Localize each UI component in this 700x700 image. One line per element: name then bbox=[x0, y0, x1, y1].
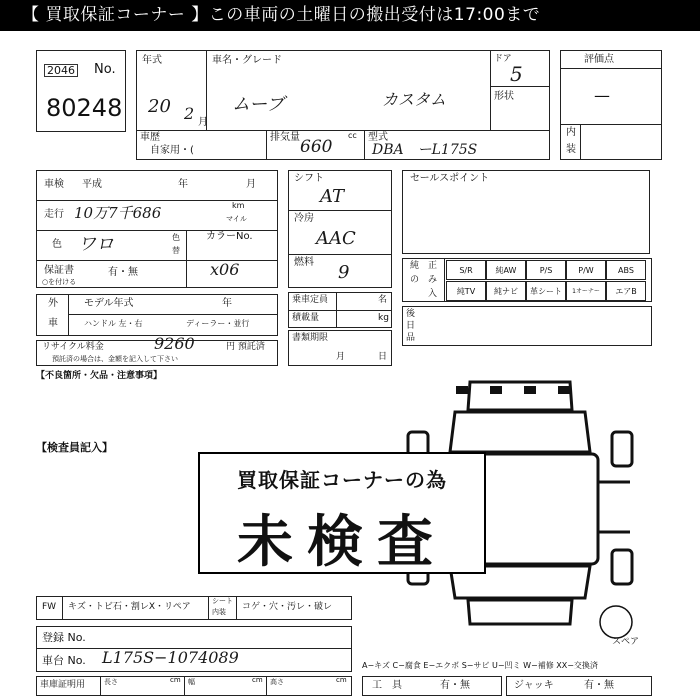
chassis-value: L175S−1074089 bbox=[102, 648, 239, 667]
equip-label-2: 正 bbox=[428, 261, 438, 271]
model-label: 型式 bbox=[368, 132, 388, 143]
seat-label-2: 内装 bbox=[212, 608, 226, 616]
rating-label: 評価点 bbox=[584, 54, 614, 65]
seat-desc: コゲ・穴・汚レ・破レ bbox=[242, 602, 333, 612]
doc-month-unit: 月 bbox=[336, 352, 346, 362]
shape-label: 形状 bbox=[494, 91, 514, 102]
recycle-label: リサイクル料金 bbox=[42, 342, 104, 352]
mile-unit: マイル bbox=[226, 215, 247, 223]
color-no-value: x06 bbox=[210, 260, 240, 279]
retrofit-label-2: 日 bbox=[406, 321, 416, 331]
header-banner: 【 買取保証コーナー 】この車両の土曜日の搬出受付は17:00まで bbox=[0, 0, 700, 31]
equipment-cell: エアB bbox=[606, 281, 646, 301]
warranty-options: 有・無 bbox=[108, 267, 138, 278]
history-value: 自家用・( bbox=[150, 145, 194, 156]
equipment-cell: 純TV bbox=[446, 281, 486, 301]
interior-label-1: 内 bbox=[566, 127, 576, 138]
recycle-unit: 円 預託済 bbox=[226, 342, 265, 352]
lot-no-label: No. bbox=[94, 62, 116, 77]
color-value: ワロ bbox=[78, 234, 114, 255]
month-value: 2 bbox=[184, 104, 195, 123]
mileage-value: 10万7千686 bbox=[74, 204, 162, 222]
jack-options: 有・無 bbox=[584, 680, 614, 691]
displacement-label: 排気量 bbox=[270, 132, 300, 143]
aircon-value: AAC bbox=[316, 228, 356, 249]
doc-day-unit: 日 bbox=[378, 352, 388, 362]
model-value: DBA ーL175S bbox=[372, 142, 478, 158]
capacity-unit: 名 bbox=[378, 295, 388, 305]
equip-label-5: 入 bbox=[428, 289, 438, 299]
registration-label: 登録 No. bbox=[42, 631, 86, 644]
model-year-label: モデル年式 bbox=[84, 298, 134, 309]
grade-value: カスタム bbox=[382, 90, 447, 109]
inspector-label: 【検査員記入】 bbox=[36, 441, 113, 454]
shift-value: AT bbox=[320, 186, 345, 207]
color-label: 色 bbox=[52, 239, 62, 250]
equipment-cell: 1オーナー bbox=[566, 281, 606, 301]
equipment-cell: 純AW bbox=[486, 260, 526, 280]
equipment-cell: 純ナビ bbox=[486, 281, 526, 301]
color-change-1: 色 bbox=[172, 233, 180, 242]
chassis-label: 車台 No. bbox=[42, 654, 86, 667]
equip-label-4: み bbox=[428, 275, 438, 285]
cc-unit: cc bbox=[348, 131, 357, 140]
retrofit-label-1: 後 bbox=[406, 309, 416, 319]
doc-period-label: 書類期限 bbox=[292, 333, 329, 343]
stamp-subtitle: 買取保証コーナーの為 bbox=[237, 468, 447, 492]
defects-label: 【不良箇所・欠品・注意事項】 bbox=[36, 371, 163, 381]
shaken-label: 車検 bbox=[44, 179, 64, 190]
rating-value: — bbox=[594, 86, 610, 105]
retrofit-label-3: 品 bbox=[406, 333, 416, 343]
warranty-sub: ○を付ける bbox=[42, 278, 77, 286]
lot-tag: 2046 bbox=[44, 64, 78, 77]
year-label: 年式 bbox=[142, 55, 162, 66]
foreign-label-2: 車 bbox=[48, 318, 58, 329]
fw-label: FW bbox=[42, 602, 57, 612]
cert-length: 長さ bbox=[104, 678, 118, 686]
door-label: ドア bbox=[494, 54, 512, 64]
equip-label-1: 純 bbox=[410, 261, 420, 271]
mileage-label: 走行 bbox=[44, 209, 64, 220]
load-unit: kg bbox=[378, 313, 389, 323]
cert-width: 幅 bbox=[188, 678, 195, 686]
stamp-main-text: 未検査 bbox=[237, 510, 447, 575]
header-grid bbox=[136, 50, 550, 160]
year-value: 20 bbox=[148, 96, 171, 117]
seat-label-1: シート bbox=[212, 597, 233, 605]
displacement-value: 660 bbox=[300, 137, 333, 157]
tools-label: 工 具 bbox=[372, 680, 402, 691]
door-value: 5 bbox=[510, 62, 523, 86]
fuel-value: 9 bbox=[338, 262, 350, 283]
recycle-note: 預託済の場合は、金額を記入して下さい bbox=[52, 355, 178, 363]
cert-width-cm: cm bbox=[252, 676, 263, 684]
month-unit: 月 bbox=[198, 117, 208, 128]
jack-label: ジャッキ bbox=[514, 680, 554, 691]
foreign-block bbox=[36, 294, 278, 336]
equipment-cell: S/R bbox=[446, 260, 486, 280]
equipment-cell: P/W bbox=[566, 260, 606, 280]
km-unit: km bbox=[232, 201, 245, 210]
recycle-value: 9260 bbox=[154, 334, 195, 353]
capacity-label: 乗車定員 bbox=[292, 295, 329, 305]
lot-number: 80248 bbox=[46, 94, 123, 122]
spare-label: スペア bbox=[612, 637, 640, 647]
tools-options: 有・無 bbox=[440, 680, 470, 691]
fuel-label: 燃料 bbox=[294, 257, 314, 268]
load-label: 積載量 bbox=[292, 313, 320, 323]
dealer-label: ディーラー・並行 bbox=[186, 319, 250, 328]
certificate-label: 車庫証明用 bbox=[40, 680, 86, 690]
shaken-year-unit: 年 bbox=[178, 179, 188, 190]
aircon-label: 冷房 bbox=[294, 213, 314, 224]
sales-point-label: セールスポイント bbox=[410, 173, 490, 184]
damage-legend: A−キズ C−腐食 E−エクボ S−サビ U−凹ミ W−補修 XX−交換済 bbox=[362, 661, 598, 670]
handle-label: ハンドル 左・右 bbox=[84, 319, 143, 328]
foreign-year-unit: 年 bbox=[222, 298, 232, 309]
not-inspected-stamp bbox=[198, 452, 486, 574]
warranty-label: 保証書 bbox=[44, 265, 74, 276]
fw-desc: キズ・トビ石・割レX・リペア bbox=[68, 602, 191, 612]
cert-height-cm: cm bbox=[336, 676, 347, 684]
cert-height: 高さ bbox=[270, 678, 284, 686]
interior-label-2: 装 bbox=[566, 144, 576, 155]
shaken-era: 平成 bbox=[82, 179, 102, 190]
name-grade-label: 車名・グレード bbox=[212, 55, 282, 66]
equipment-cell: 革シート bbox=[526, 281, 566, 301]
color-change-2: 替 bbox=[172, 246, 180, 255]
car-name-value: ムーブ bbox=[232, 94, 285, 115]
equipment-cell: P/S bbox=[526, 260, 566, 280]
shaken-month-unit: 月 bbox=[246, 179, 256, 190]
shift-label: シフト bbox=[294, 173, 324, 184]
history-label: 車歴 bbox=[140, 132, 160, 143]
retrofit-box bbox=[402, 306, 652, 346]
color-no-label: カラーNo. bbox=[206, 231, 253, 242]
equip-label-3: の bbox=[410, 275, 420, 285]
foreign-label-1: 外 bbox=[48, 298, 58, 309]
equipment-cell: ABS bbox=[606, 260, 646, 280]
cert-length-cm: cm bbox=[170, 676, 181, 684]
